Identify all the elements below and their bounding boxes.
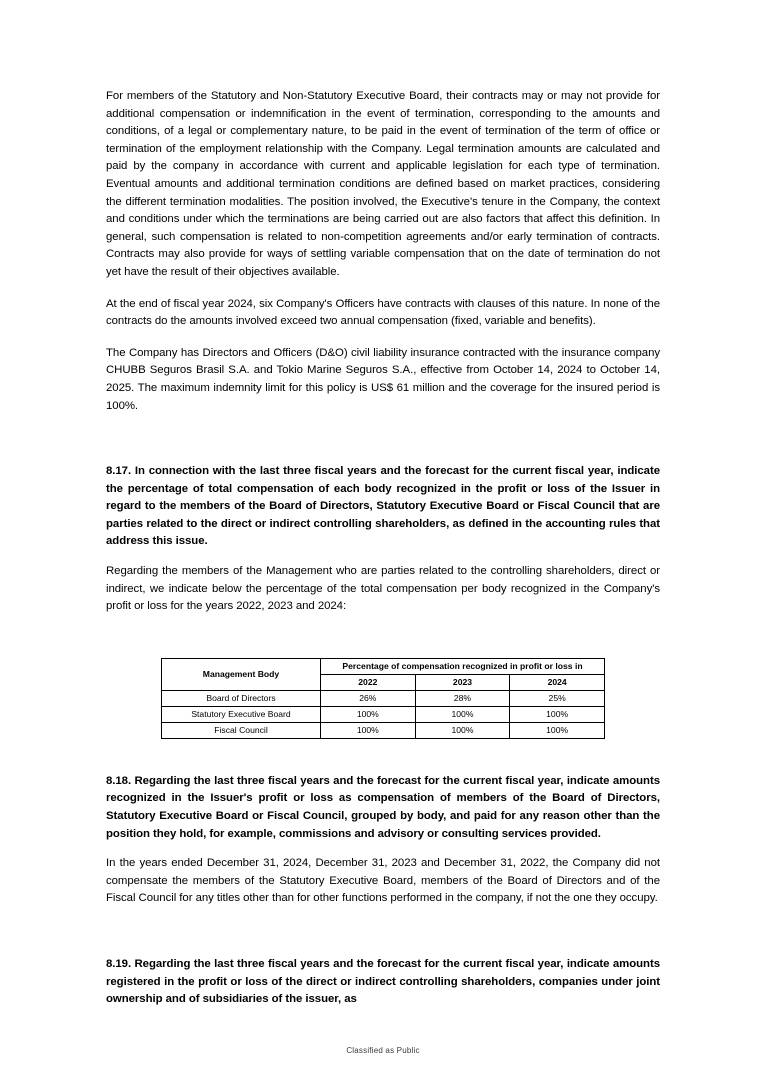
section-spacer xyxy=(106,739,660,773)
table-row xyxy=(162,722,605,738)
page-footer-classification: Classified as Public xyxy=(346,1046,420,1055)
table-cell-fiscal-council-2024: 100% xyxy=(510,722,605,738)
table-cell-label-board-of-directors: Board of Directors xyxy=(162,690,321,706)
heading-section-8-18: 8.18. Regarding the last three fiscal years and the forecast for the current fiscal year, indicate amounts recognized in the Issuer's profit or loss as compensation of members of the Board of Directors, Statutory Executive Board or Fiscal Council, grouped by body, and paid for any reason other than the position they hold, for example, commissions and advisory or consulting services provided. xyxy=(106,774,660,840)
table-cell-board-of-directors-2022: 26% xyxy=(321,690,416,706)
heading-section-8-19: 8.19. Regarding the last three fiscal years and the forecast for the current fiscal year, indicate amounts registered in the profit or loss of the direct or indirect controlling shareholders, companies under joint ownership and of subsidiaries of the issuer, as xyxy=(106,958,660,1006)
paragraph-section-8-18: In the years ended December 31, 2024, December 31, 2023 and December 31, 2022, the Company did not compensate the members of the Statutory Executive Board, members of the Board of Directors and of the Fiscal Council for any titles other than for other functions performed in the company, if not the one they occupy. xyxy=(106,857,660,905)
paragraph-termination-clauses: For members of the Statutory and Non-Statutory Executive Board, their contracts may or may not provide for additional compensation or indemnification in the event of termination, corresponding to the amounts and conditions, of a legal or complementary nature, to be paid in the event of termination of the term of office or termination of the employment relationship with the Company. Legal termination amounts are calculated and paid by the company in accordance with current and applicable legislation for each type of termination. Eventual amounts and additional termination conditions are defined based on market practices, considering the different termination modalities. The position involved, the Executive's tenure in the Company, the context and conditions under which the terminations are being carried out are also factors that affect this definition. In general, such compensation is related to non-competition agreements and/or early termination of contracts. Contracts may also provide for ways of settling variable compensation that on the date of termination do not yet have the result of their objectives available. xyxy=(106,90,660,278)
compensation-table xyxy=(161,658,605,739)
table-row xyxy=(162,706,605,722)
table-cell-fiscal-council-2023: 100% xyxy=(415,722,510,738)
table-header-management-body: Management Body xyxy=(162,658,321,690)
document-content xyxy=(106,88,660,1021)
table-spacer xyxy=(106,630,660,652)
section-spacer xyxy=(106,922,660,956)
table-header-percentage-span: Percentage of compensation recognized in profit or loss in xyxy=(321,658,605,674)
paragraph-section-8-17: Regarding the members of the Management who are parties related to the controlling shareholders, direct or indirect, we indicate below the percentage of the total compensation per body recognized in the Company's profit or loss for the years 2022, 2023 and 2024: xyxy=(106,565,660,613)
table-cell-statutory-executive-board-2023: 100% xyxy=(415,706,510,722)
table-header-year-2023: 2023 xyxy=(415,674,510,690)
table-cell-label-statutory-executive-board: Statutory Executive Board xyxy=(162,706,321,722)
table-cell-label-fiscal-council: Fiscal Council xyxy=(162,722,321,738)
table-cell-statutory-executive-board-2022: 100% xyxy=(321,706,416,722)
table-header-row-1 xyxy=(162,658,605,674)
table-cell-statutory-executive-board-2024: 100% xyxy=(510,706,605,722)
table-cell-fiscal-council-2022: 100% xyxy=(321,722,416,738)
compensation-table-wrapper xyxy=(161,652,605,739)
paragraph-officer-contracts: At the end of fiscal year 2024, six Company's Officers have contracts with clauses of this nature. In none of the contracts do the amounts involved exceed two annual compensation (fixed, variable and benefits). xyxy=(106,297,660,328)
paragraph-do-insurance: The Company has Directors and Officers (D&O) civil liability insurance contracted with the insurance company CHUBB Seguros Brasil S.A. and Tokio Marine Seguros S.A., effective from October 14, 2024 to October 14, 2025. The maximum indemnity limit for this policy is US$ 61 million and the coverage for the insured period is 100%. xyxy=(106,346,660,412)
section-spacer xyxy=(106,429,660,463)
heading-section-8-17: 8.17. In connection with the last three fiscal years and the forecast for the current fiscal year, indicate the percentage of total compensation of each body recognized in the profit or loss of the Issuer in regard to the members of the Board of Directors, Statutory Executive Board or Fiscal Council that are parties related to the direct or indirect controlling shareholders, as defined in the accounting rules that address this issue. xyxy=(106,465,660,548)
table-header-year-2024: 2024 xyxy=(510,674,605,690)
table-cell-board-of-directors-2023: 28% xyxy=(415,690,510,706)
table-row xyxy=(162,690,605,706)
table-header-year-2022: 2022 xyxy=(321,674,416,690)
table-cell-board-of-directors-2024: 25% xyxy=(510,690,605,706)
